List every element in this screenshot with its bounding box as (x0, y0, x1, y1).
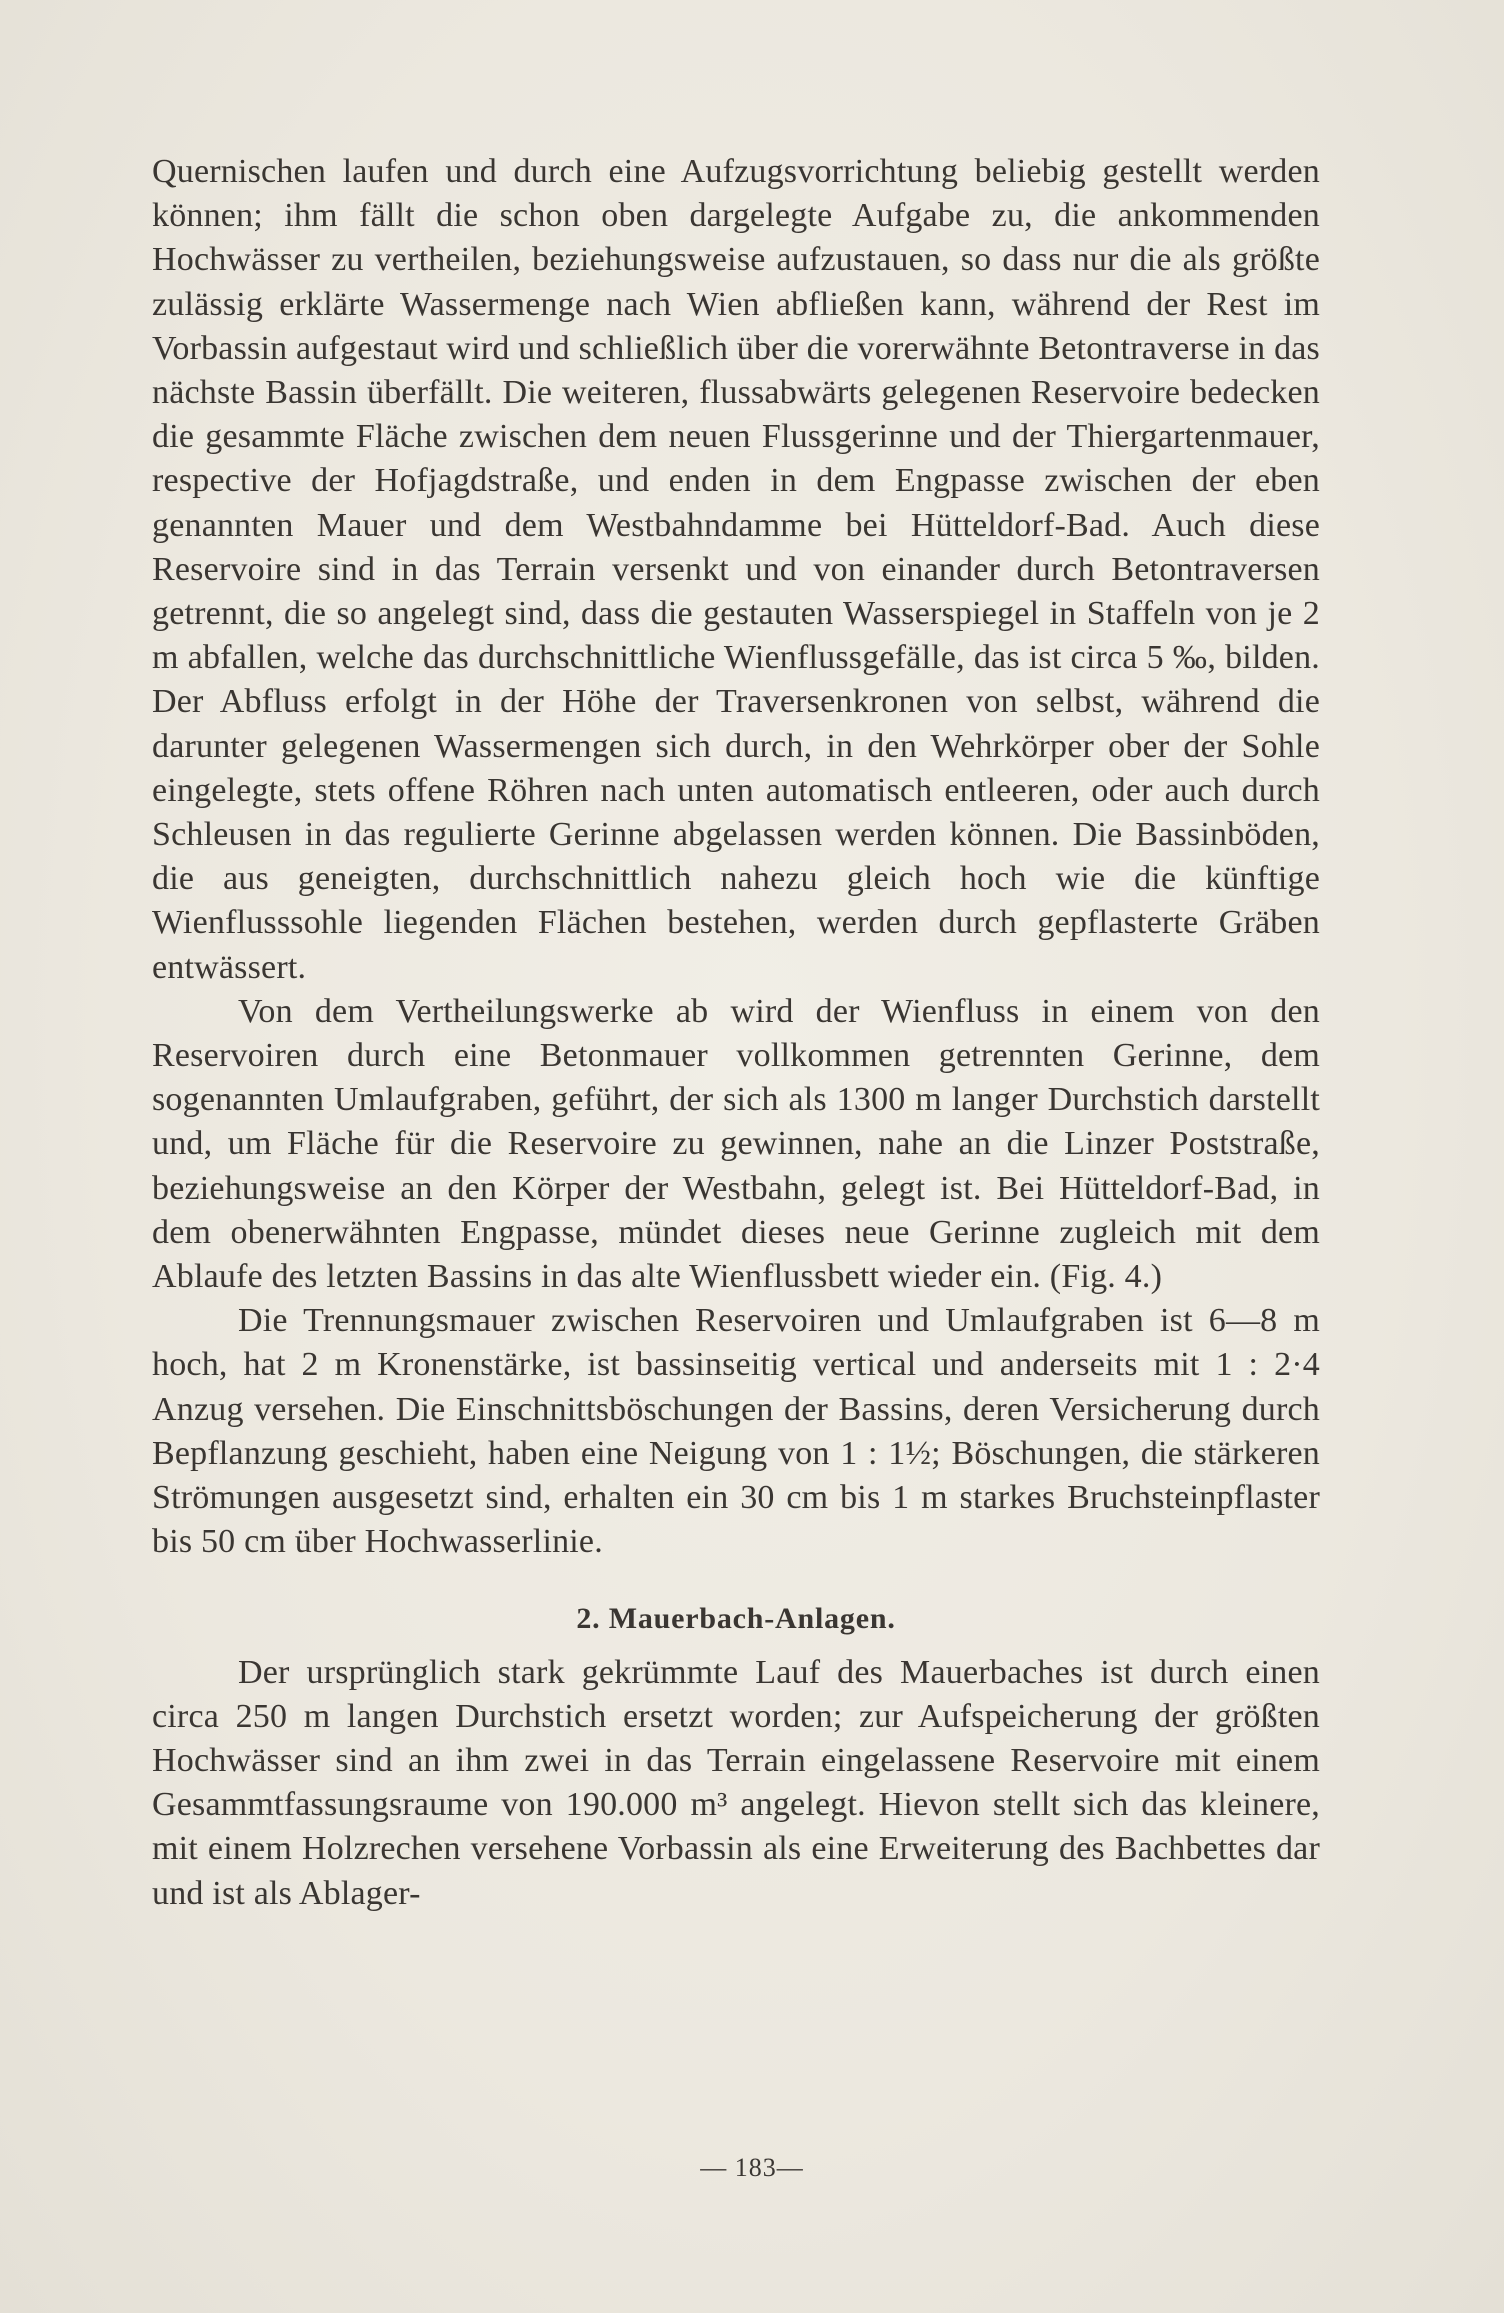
page-number: — 183— (700, 2153, 804, 2182)
paragraph-1: Quernischen laufen und durch eine Aufzugsvorrichtung beliebig gestellt werden können; ihm fällt die schon oben dargelegte Aufgabe zu, die ankommenden Hochwässer zu vertheilen, beziehungsweise aufzustauen, so dass nur die als größte zulässig erklärte Wassermenge nach Wien abfließen kann, während der Rest im Vorbassin aufgestaut wird und schließlich über die vorerwähnte Betontraverse in das nächste Bassin überfällt. Die weiteren, flussabwärts gelegenen Reservoire bedecken die gesammte Fläche zwischen dem neuen Flussgerinne und der Thiergartenmauer, respective der Hofjagdstraße, und enden in dem Engpasse zwischen der eben genannten Mauer und dem Westbahndamme bei Hütteldorf-Bad. Auch diese Reservoire sind in das Terrain versenkt und von einander durch Betontraversen getrennt, die so angelegt sind, dass die gestauten Wasserspiegel in Staffeln von je 2 m abfallen, welche das durchschnittliche Wienflussgefälle, das ist circa 5 ‰, bilden. Der Abfluss erfolgt in der Höhe der Traversenkronen von selbst, während die darunter gelegenen Wassermengen sich durch, in den Wehrkörper ober der Sohle eingelegte, stets offene Röhren nach unten automatisch entleeren, oder auch durch Schleusen in das regulierte Gerinne abgelassen werden können. Die Bassinböden, die aus geneigten, durchschnittlich nahezu gleich hoch wie die künftige Wienflusssohle liegenden Flächen bestehen, werden durch gepflasterte Gräben entwässert. (152, 153, 1320, 986)
paragraph-3: Die Trennungsmauer zwischen Reservoiren und Umlaufgraben ist 6—8 m hoch, hat 2 m Kronenstärke, ist bassinseitig vertical und anderseits mit 1 : 2·4 Anzug versehen. Die Einschnittsböschungen der Bassins, deren Versicherung durch Bepflanzung geschieht, haben eine Neigung von 1 : 1½; Böschungen, die stärkeren Strömungen ausgesetzt sind, erhalten ein 30 cm bis 1 m starkes Bruchsteinpflaster bis 50 cm über Hochwasserlinie. (152, 1302, 1320, 1561)
paragraph-4: Der ursprünglich stark gekrümmte Lauf des Mauerbaches ist durch einen circa 250 m langen Durchstich ersetzt worden; zur Aufspeicherung der größten Hochwässer sind an ihm zwei in das Terrain eingelassene Reservoire mit einem Gesammtfassungsraume von 190.000 m³ angelegt. Hievon stellt sich das kleinere, mit einem Holzrechen versehene Vorbassin als eine Erweiterung des Bachbettes dar und ist als Ablager- (152, 1653, 1320, 1912)
paragraph-2: Von dem Vertheilungswerke ab wird der Wienfluss in einem von den Reservoiren durch eine Betonmauer vollkommen getrennten Gerinne, dem sogenannten Umlaufgraben, geführt, der sich als 1300 m langer Durchstich darstellt und, um Fläche für die Reservoire zu gewinnen, nahe an die Linzer Poststraße, beziehungsweise an den Körper der Westbahn, gelegt ist. Bei Hütteldorf-Bad, in dem obenerwähnten Engpasse, mündet dieses neue Gerinne zugleich mit dem Ablaufe des letzten Bassins in das alte Wienflussbett wieder ein. (Fig. 4.) (152, 992, 1320, 1296)
section-heading: 2. Mauerbach-Anlagen. (576, 1601, 896, 1635)
body-text (152, 150, 1320, 1916)
